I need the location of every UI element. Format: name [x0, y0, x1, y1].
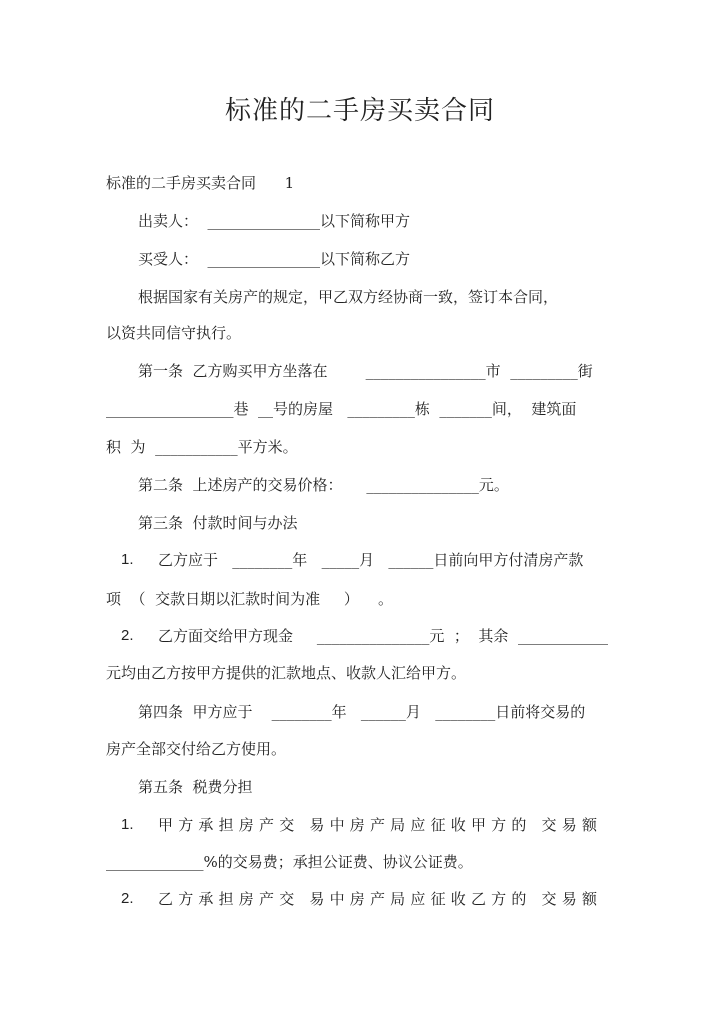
item-number: 2.	[121, 627, 134, 644]
subtitle-line: 标准的二手房买卖合同 1	[106, 174, 295, 192]
article-4-line-1: 第四条 甲方应于 ________年 ______月 ________日前将交易的	[138, 703, 586, 721]
buyer-line: 买受人： _______________以下简称乙方	[138, 250, 411, 268]
seller-line: 出卖人： _______________以下简称甲方	[138, 212, 411, 230]
article-5-heading: 第五条 税费分担	[138, 778, 253, 796]
document-title: 标准的二手房买卖合同	[224, 96, 495, 126]
article-5-item-1-line-2: _____________%的交易费；承担公证费、协议公证费。	[106, 853, 473, 871]
article-3-item-2-line-2: 元均由乙方按甲方提供的汇款地点、收款人汇给甲方。	[106, 664, 467, 682]
article-2-line: 第二条 上述房产的交易价格： _______________元。	[138, 476, 509, 494]
preamble-line-2: 以资共同信守执行。	[106, 324, 242, 342]
article-3-item-2-line-1: 乙方面交给甲方现金 _______________元 ； 其余 ____________	[158, 627, 608, 645]
article-1-line-2: _________________巷 __号的房屋 _________栋 _______间， 建筑面	[106, 400, 577, 418]
preamble-line-1: 根据国家有关房产的规定，甲乙双方经协商一致，签订本合同，	[138, 288, 559, 306]
article-3-item-1-line-2: 项 （ 交款日期以汇款时间为准 ） 。	[106, 590, 393, 608]
article-3-heading: 第三条 付款时间与办法	[138, 514, 298, 532]
article-4-line-2: 房产全部交付给乙方使用。	[106, 740, 287, 758]
article-1-line-1: 第一条 乙方购买甲方坐落在 ________________市 _________街	[138, 362, 593, 380]
item-number: 1.	[121, 551, 134, 568]
item-number: 2.	[121, 890, 134, 907]
article-5-item-1-line-1: 甲方承担房产交 易中房产局应征收甲方的 交易额	[158, 816, 603, 834]
article-1-line-3: 积 为 ___________平方米。	[106, 438, 298, 456]
article-3-item-1-line-1: 乙方应于 ________年 _____月 ______日前向甲方付清房产款	[158, 551, 584, 569]
article-5-item-2-line-1: 乙方承担房产交 易中房产局应征收乙方的 交易额	[158, 890, 603, 908]
item-number: 1.	[121, 816, 134, 833]
